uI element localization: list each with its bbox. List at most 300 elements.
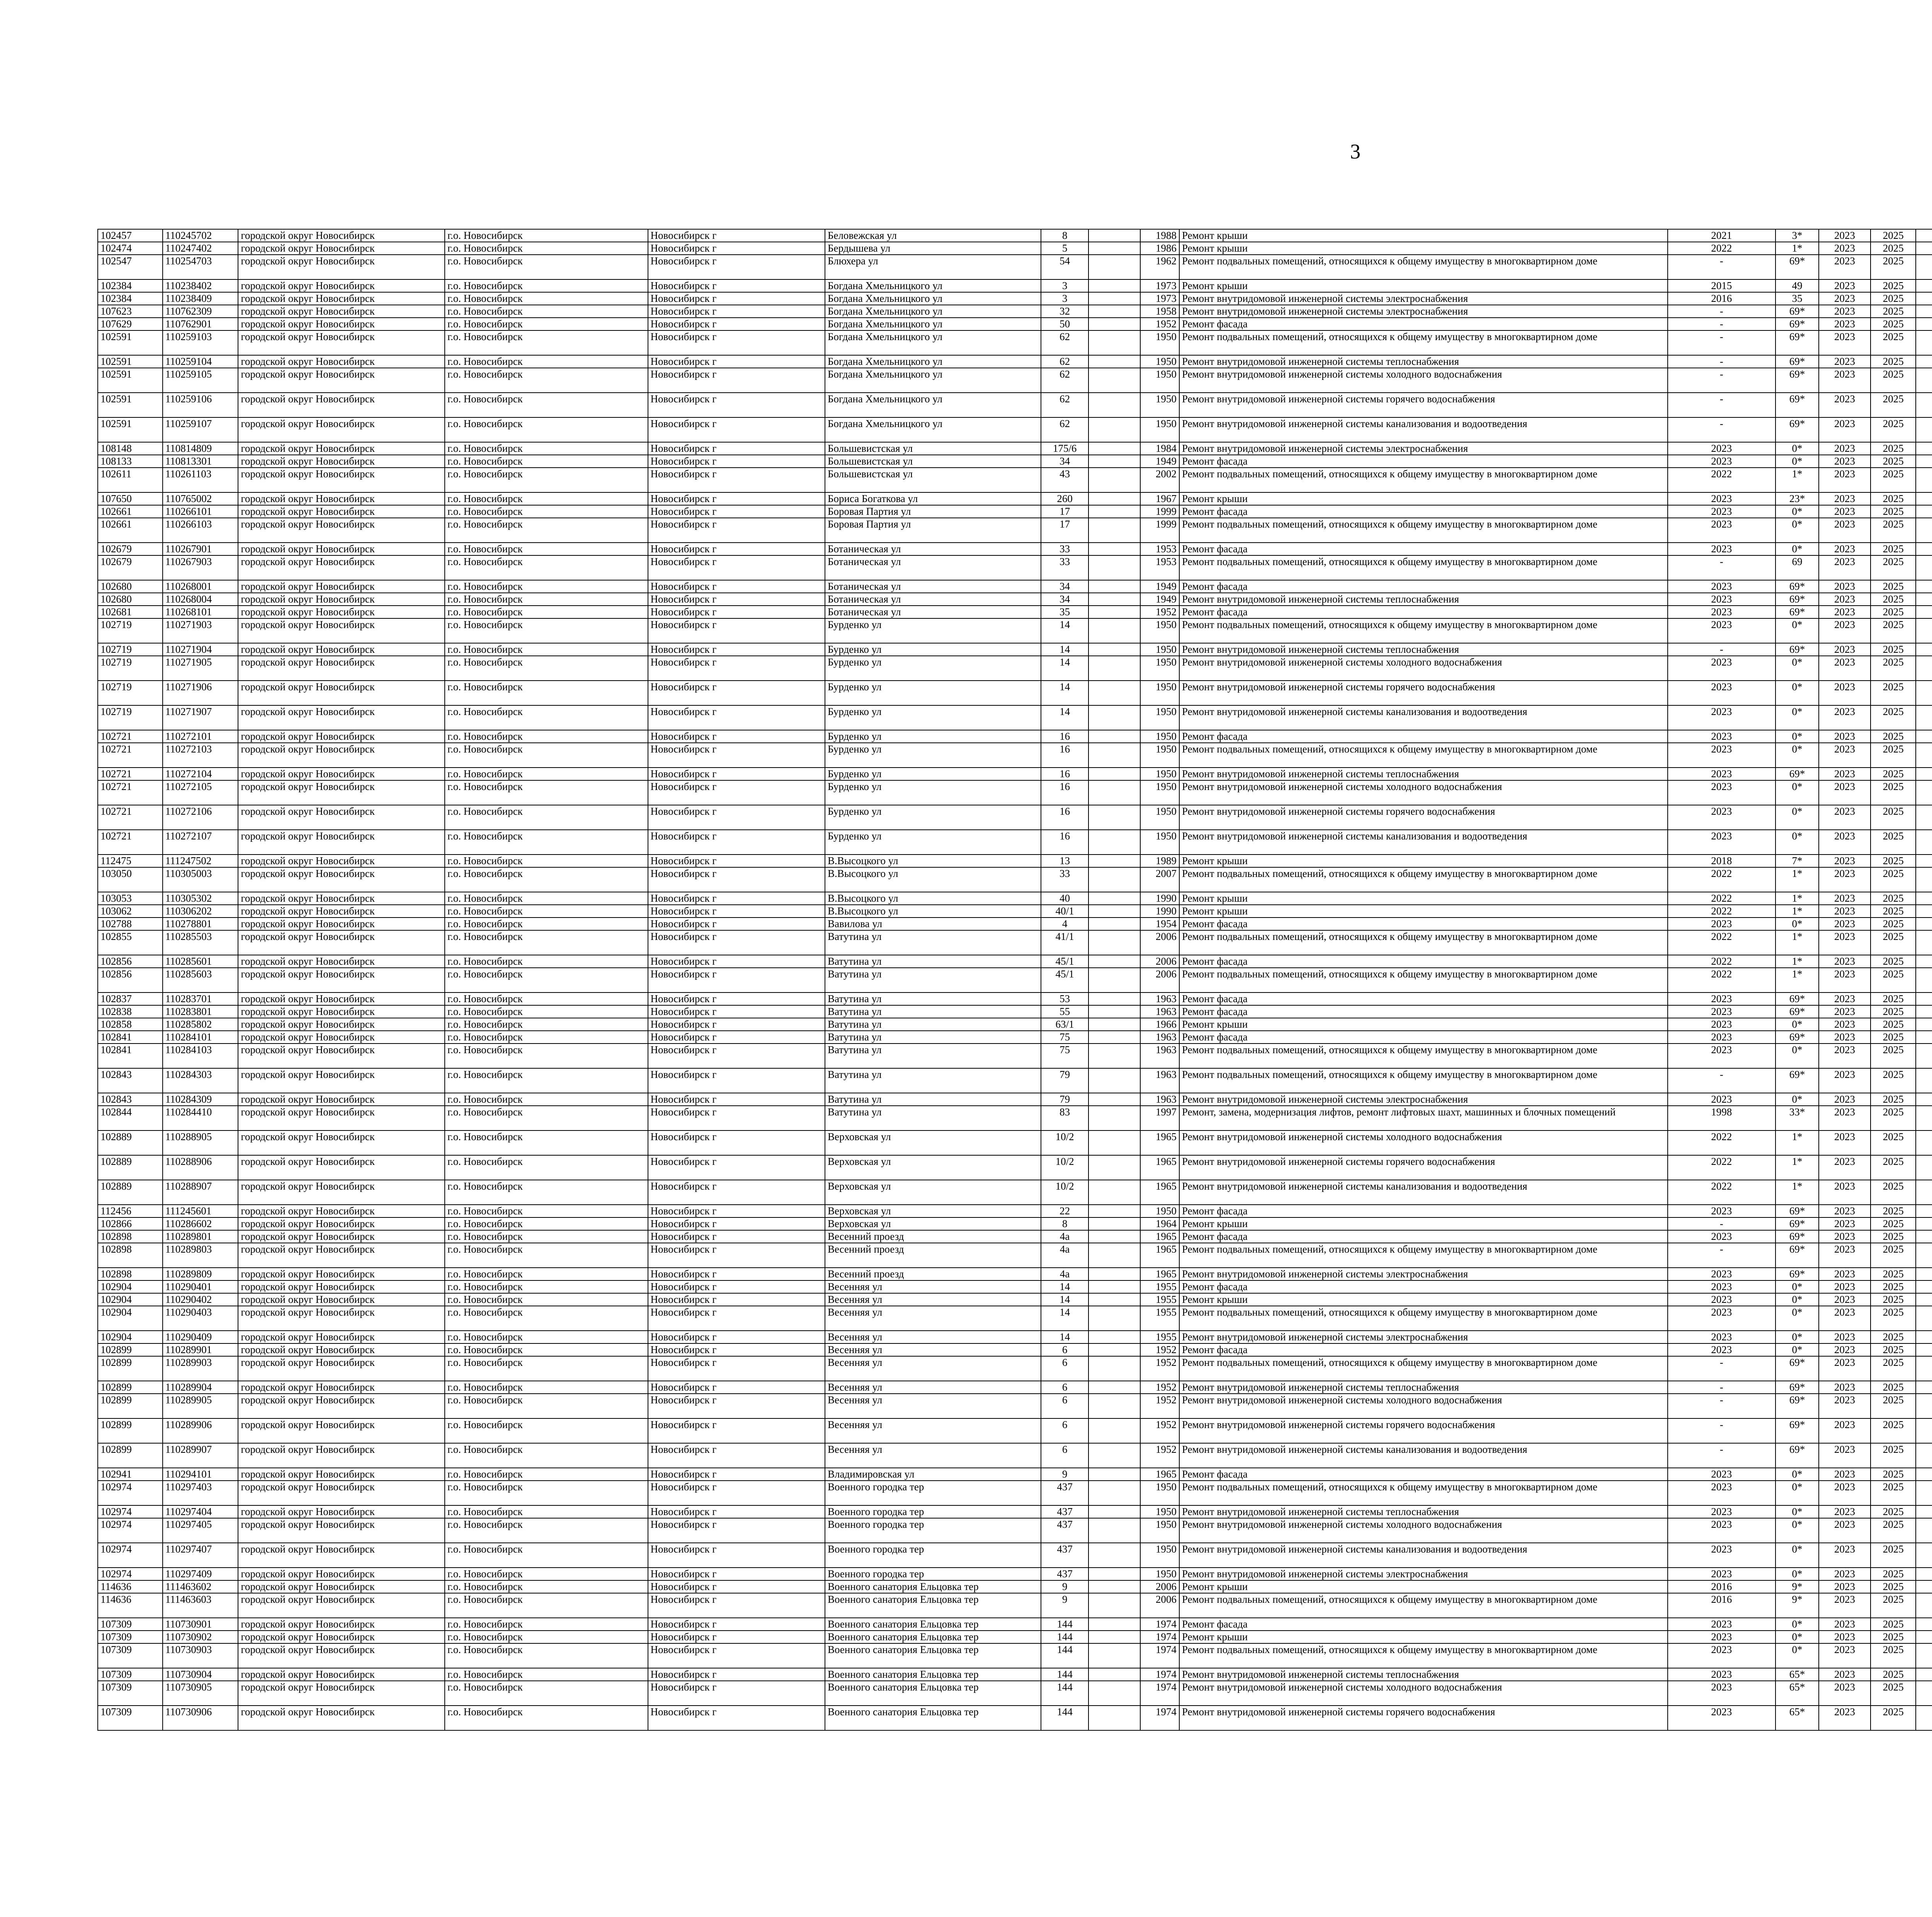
table-cell: Весенняя ул: [825, 1418, 1041, 1443]
table-cell: Большевистская ул: [825, 442, 1041, 455]
table-cell: 2025: [1871, 1543, 1916, 1568]
table-row: [98, 580, 1932, 593]
table-cell: 23*: [1776, 492, 1819, 505]
table-cell: Ремонт фасада: [1179, 1031, 1668, 1044]
table-cell: Новосибирск г: [648, 1381, 825, 1394]
table-cell: 2023: [1819, 955, 1871, 968]
table-cell: [1916, 1293, 1932, 1306]
table-cell: Ремонт внутридомовой инженерной системы канализования и водоотведения: [1179, 1443, 1668, 1468]
table-cell: 1965: [1140, 1468, 1179, 1481]
table-cell: 0*: [1776, 1093, 1819, 1106]
table-cell: [1088, 805, 1140, 830]
table-row: [98, 593, 1932, 606]
table-cell: 2018: [1668, 855, 1776, 867]
table-cell: 2022: [1668, 1180, 1776, 1205]
table-row: [98, 1205, 1932, 1217]
table-cell: [1916, 417, 1932, 442]
table-cell: Ремонт крыши: [1179, 1293, 1668, 1306]
table-cell: [1916, 1668, 1932, 1681]
table-cell: [1088, 1418, 1140, 1443]
table-cell: 2025: [1871, 1130, 1916, 1155]
table-row: [98, 1093, 1932, 1106]
table-cell: 0*: [1776, 1631, 1819, 1643]
table-cell: [1088, 768, 1140, 780]
table-cell: 7*: [1776, 855, 1819, 867]
table-cell: городской округ Новосибирск: [238, 1331, 445, 1343]
table-cell: 110271906: [163, 681, 238, 705]
table-cell: [1916, 1205, 1932, 1217]
table-cell: 110289906: [163, 1418, 238, 1443]
table-cell: Военного санатория Ельцовка тер: [825, 1631, 1041, 1643]
table-cell: г.о. Новосибирск: [445, 1230, 648, 1243]
table-cell: Ремонт крыши: [1179, 1018, 1668, 1031]
table-cell: В.Высоцкого ул: [825, 892, 1041, 905]
table-cell: Новосибирск г: [648, 1068, 825, 1093]
table-cell: Ремонт подвальных помещений, относящихся к общему имуществу в многоквартирном доме: [1179, 618, 1668, 643]
table-cell: городской округ Новосибирск: [238, 768, 445, 780]
table-cell: Ремонт фасада: [1179, 455, 1668, 468]
table-cell: 0*: [1776, 1518, 1819, 1543]
table-cell: 69*: [1776, 1443, 1819, 1468]
table-cell: 69*: [1776, 318, 1819, 330]
table-cell: городской округ Новосибирск: [238, 1018, 445, 1031]
table-cell: 2023: [1819, 593, 1871, 606]
table-cell: Военного городка тер: [825, 1481, 1041, 1505]
table-cell: [1916, 368, 1932, 393]
table-cell: городской округ Новосибирск: [238, 255, 445, 279]
table-cell: 1974: [1140, 1706, 1179, 1730]
table-cell: 2023: [1819, 830, 1871, 855]
table-cell: 62: [1041, 330, 1088, 355]
table-cell: городской округ Новосибирск: [238, 292, 445, 305]
table-cell: 1*: [1776, 1180, 1819, 1205]
table-cell: Верховская ул: [825, 1180, 1041, 1205]
table-row: [98, 1443, 1932, 1468]
table-cell: городской округ Новосибирск: [238, 1068, 445, 1093]
table-cell: Бурденко ул: [825, 830, 1041, 855]
table-cell: [1916, 455, 1932, 468]
table-cell: [1916, 305, 1932, 318]
table-cell: Новосибирск г: [648, 555, 825, 580]
table-cell: 2025: [1871, 681, 1916, 705]
table-cell: 102904: [98, 1293, 163, 1306]
table-cell: г.о. Новосибирск: [445, 905, 648, 918]
table-cell: 1950: [1140, 768, 1179, 780]
table-cell: -: [1668, 1068, 1776, 1093]
table-cell: 33: [1041, 543, 1088, 555]
table-cell: Ремонт внутридомовой инженерной системы холодного водоснабжения: [1179, 1394, 1668, 1418]
table-cell: 2023: [1668, 543, 1776, 555]
table-cell: 2025: [1871, 229, 1916, 242]
table-cell: 110284101: [163, 1031, 238, 1044]
table-cell: Новосибирск г: [648, 593, 825, 606]
table-cell: Большевистская ул: [825, 468, 1041, 492]
table-cell: Ремонт фасада: [1179, 580, 1668, 593]
table-cell: 1965: [1140, 1230, 1179, 1243]
table-cell: 2023: [1668, 730, 1776, 743]
table-cell: [1916, 705, 1932, 730]
table-cell: 2025: [1871, 555, 1916, 580]
table-cell: 1998: [1668, 1106, 1776, 1130]
table-cell: 110247402: [163, 242, 238, 255]
table-cell: [1088, 968, 1140, 993]
table-cell: Новосибирск г: [648, 1568, 825, 1580]
table-cell: 41/1: [1041, 930, 1088, 955]
table-cell: 2025: [1871, 1593, 1916, 1618]
table-cell: 2025: [1871, 1643, 1916, 1668]
table-cell: 102838: [98, 1005, 163, 1018]
table-cell: 1999: [1140, 518, 1179, 543]
table-cell: г.о. Новосибирск: [445, 1568, 648, 1580]
table-cell: 2023: [1819, 1631, 1871, 1643]
table-cell: Военного городка тер: [825, 1568, 1041, 1580]
table-cell: г.о. Новосибирск: [445, 730, 648, 743]
table-cell: 1950: [1140, 830, 1179, 855]
table-cell: 1973: [1140, 292, 1179, 305]
table-cell: Новосибирск г: [648, 1593, 825, 1618]
table-cell: 2006: [1140, 930, 1179, 955]
table-row: [98, 1593, 1932, 1618]
table-cell: городской округ Новосибирск: [238, 368, 445, 393]
table-cell: 9*: [1776, 1580, 1819, 1593]
table-cell: 110266103: [163, 518, 238, 543]
table-row: [98, 543, 1932, 555]
table-cell: 0*: [1776, 1618, 1819, 1631]
table-cell: городской округ Новосибирск: [238, 681, 445, 705]
table-cell: Ремонт фасада: [1179, 318, 1668, 330]
table-cell: 17: [1041, 505, 1088, 518]
table-cell: 2023: [1668, 993, 1776, 1005]
table-cell: 102681: [98, 606, 163, 618]
table-cell: [1916, 892, 1932, 905]
table-cell: 110271905: [163, 656, 238, 681]
table-cell: Новосибирск г: [648, 305, 825, 318]
table-cell: 69*: [1776, 1031, 1819, 1044]
table-cell: 62: [1041, 368, 1088, 393]
table-cell: 110289901: [163, 1343, 238, 1356]
table-cell: Новосибирск г: [648, 1481, 825, 1505]
table-cell: г.о. Новосибирск: [445, 292, 648, 305]
table-cell: 2006: [1140, 1593, 1179, 1618]
table-cell: г.о. Новосибирск: [445, 417, 648, 442]
table-cell: городской округ Новосибирск: [238, 455, 445, 468]
table-cell: 33: [1041, 867, 1088, 892]
table-row: [98, 1668, 1932, 1681]
table-cell: 2025: [1871, 1505, 1916, 1518]
table-cell: 4а: [1041, 1243, 1088, 1268]
table-cell: Ватутина ул: [825, 993, 1041, 1005]
table-cell: [1088, 1280, 1140, 1293]
table-cell: г.о. Новосибирск: [445, 368, 648, 393]
table-cell: 2023: [1668, 1044, 1776, 1068]
table-cell: 2023: [1819, 1217, 1871, 1230]
table-cell: городской округ Новосибирск: [238, 593, 445, 606]
table-cell: Новосибирск г: [648, 1268, 825, 1280]
table-cell: 2025: [1871, 505, 1916, 518]
table-cell: городской округ Новосибирск: [238, 955, 445, 968]
table-cell: 69*: [1776, 993, 1819, 1005]
table-cell: Ремонт крыши: [1179, 892, 1668, 905]
table-cell: 2025: [1871, 805, 1916, 830]
table-cell: 2023: [1819, 855, 1871, 867]
table-cell: [1088, 855, 1140, 867]
table-cell: [1088, 1018, 1140, 1031]
table-row: [98, 1631, 1932, 1643]
table-cell: [1916, 1356, 1932, 1381]
table-cell: 1950: [1140, 656, 1179, 681]
table-cell: 2025: [1871, 1155, 1916, 1180]
table-cell: 107650: [98, 492, 163, 505]
table-row: [98, 468, 1932, 492]
table-cell: Новосибирск г: [648, 606, 825, 618]
table-cell: 1950: [1140, 705, 1179, 730]
table-cell: 69*: [1776, 580, 1819, 593]
table-cell: 1949: [1140, 455, 1179, 468]
table-cell: 110290401: [163, 1280, 238, 1293]
table-cell: 75: [1041, 1044, 1088, 1068]
table-cell: Ватутина ул: [825, 968, 1041, 993]
table-cell: [1916, 229, 1932, 242]
table-cell: городской округ Новосибирск: [238, 417, 445, 442]
table-cell: Ремонт внутридомовой инженерной системы канализования и водоотведения: [1179, 830, 1668, 855]
table-cell: 69*: [1776, 593, 1819, 606]
table-cell: 33: [1041, 555, 1088, 580]
table-cell: [1088, 993, 1140, 1005]
table-cell: 1967: [1140, 492, 1179, 505]
table-cell: Ремонт внутридомовой инженерной системы горячего водоснабжения: [1179, 1155, 1668, 1180]
table-cell: 16: [1041, 805, 1088, 830]
table-cell: [1088, 1681, 1140, 1706]
table-cell: 6: [1041, 1443, 1088, 1468]
table-cell: [1916, 1618, 1932, 1631]
table-cell: 16: [1041, 743, 1088, 768]
table-cell: [1088, 1331, 1140, 1343]
table-cell: 83: [1041, 1106, 1088, 1130]
table-cell: 110290409: [163, 1331, 238, 1343]
table-cell: 2023: [1668, 1205, 1776, 1217]
table-cell: 2023: [1819, 656, 1871, 681]
table-cell: 2023: [1668, 681, 1776, 705]
table-cell: 2025: [1871, 905, 1916, 918]
table-cell: Новосибирск г: [648, 1230, 825, 1243]
table-cell: Новосибирск г: [648, 643, 825, 656]
table-cell: городской округ Новосибирск: [238, 1618, 445, 1631]
table-cell: 110271907: [163, 705, 238, 730]
table-cell: Новосибирск г: [648, 867, 825, 892]
table-cell: 2025: [1871, 867, 1916, 892]
table-cell: [1916, 468, 1932, 492]
table-cell: 2022: [1668, 892, 1776, 905]
table-cell: 2023: [1819, 1643, 1871, 1668]
table-cell: 2025: [1871, 1031, 1916, 1044]
table-cell: г.о. Новосибирск: [445, 1268, 648, 1280]
table-cell: г.о. Новосибирск: [445, 492, 648, 505]
table-row: [98, 730, 1932, 743]
table-cell: 102474: [98, 242, 163, 255]
table-cell: 2006: [1140, 1580, 1179, 1593]
table-cell: 437: [1041, 1505, 1088, 1518]
table-cell: 14: [1041, 643, 1088, 656]
table-cell: 2025: [1871, 1481, 1916, 1505]
table-cell: 2025: [1871, 1306, 1916, 1331]
table-cell: 1963: [1140, 1044, 1179, 1068]
table-cell: г.о. Новосибирск: [445, 993, 648, 1005]
table-cell: 75: [1041, 1031, 1088, 1044]
table-cell: 110284309: [163, 1093, 238, 1106]
table-cell: Ремонт фасада: [1179, 918, 1668, 930]
table-cell: [1088, 955, 1140, 968]
table-cell: г.о. Новосибирск: [445, 643, 648, 656]
table-cell: 1952: [1140, 1343, 1179, 1356]
table-cell: [1088, 468, 1140, 492]
table-cell: Бурденко ул: [825, 730, 1041, 743]
table-cell: 2025: [1871, 618, 1916, 643]
table-cell: 102719: [98, 681, 163, 705]
table-cell: 1963: [1140, 1093, 1179, 1106]
table-cell: 2023: [1819, 1356, 1871, 1381]
table-cell: [1916, 1518, 1932, 1543]
table-row: [98, 1580, 1932, 1593]
table-cell: 3: [1041, 279, 1088, 292]
table-cell: городской округ Новосибирск: [238, 355, 445, 368]
table-cell: г.о. Новосибирск: [445, 1643, 648, 1668]
table-cell: 2023: [1668, 580, 1776, 593]
table-cell: Бурденко ул: [825, 805, 1041, 830]
table-cell: 2025: [1871, 518, 1916, 543]
table-cell: Ремонт внутридомовой инженерной системы теплоснабжения: [1179, 1381, 1668, 1394]
table-row: [98, 1643, 1932, 1668]
table-cell: Ремонт подвальных помещений, относящихся к общему имуществу в многоквартирном доме: [1179, 555, 1668, 580]
table-cell: Новосибирск г: [648, 905, 825, 918]
table-cell: 13: [1041, 855, 1088, 867]
table-cell: 6: [1041, 1394, 1088, 1418]
table-cell: 1965: [1140, 1268, 1179, 1280]
table-cell: 2023: [1819, 1180, 1871, 1205]
table-row: [98, 681, 1932, 705]
table-row: [98, 1568, 1932, 1580]
table-cell: [1916, 242, 1932, 255]
table-cell: 1*: [1776, 930, 1819, 955]
table-row: [98, 1356, 1932, 1381]
table-cell: 1952: [1140, 318, 1179, 330]
table-cell: 2025: [1871, 1106, 1916, 1130]
table-cell: [1916, 255, 1932, 279]
table-row: [98, 1706, 1932, 1730]
table-cell: 110765002: [163, 492, 238, 505]
table-cell: 2023: [1819, 1044, 1871, 1068]
table-cell: 102974: [98, 1518, 163, 1543]
table-row: [98, 1031, 1932, 1044]
table-cell: [1916, 1468, 1932, 1481]
table-cell: г.о. Новосибирск: [445, 867, 648, 892]
table-cell: 1950: [1140, 681, 1179, 705]
table-row: [98, 743, 1932, 768]
table-cell: 1*: [1776, 968, 1819, 993]
table-cell: 9*: [1776, 1593, 1819, 1618]
table-cell: [1088, 1068, 1140, 1093]
table-cell: 1965: [1140, 1155, 1179, 1180]
table-row: [98, 1543, 1932, 1568]
table-cell: г.о. Новосибирск: [445, 606, 648, 618]
table-cell: 102899: [98, 1443, 163, 1468]
table-cell: 2023: [1819, 1568, 1871, 1580]
table-cell: Ремонт подвальных помещений, относящихся к общему имуществу в многоквартирном доме: [1179, 968, 1668, 993]
table-cell: 0*: [1776, 1343, 1819, 1356]
table-cell: 0*: [1776, 505, 1819, 518]
table-cell: 102721: [98, 805, 163, 830]
table-cell: г.о. Новосибирск: [445, 1681, 648, 1706]
table-cell: Новосибирск г: [648, 1155, 825, 1180]
table-cell: [1088, 1243, 1140, 1268]
table-cell: 79: [1041, 1093, 1088, 1106]
table-cell: Богдана Хмельницкого ул: [825, 279, 1041, 292]
table-cell: г.о. Новосибирск: [445, 1356, 648, 1381]
table-cell: городской округ Новосибирск: [238, 643, 445, 656]
table-cell: городской округ Новосибирск: [238, 1418, 445, 1443]
table-cell: [1916, 1593, 1932, 1618]
table-cell: 2025: [1871, 492, 1916, 505]
table-cell: [1916, 1155, 1932, 1180]
table-cell: 102591: [98, 355, 163, 368]
table-cell: 1950: [1140, 1205, 1179, 1217]
table-cell: Ремонт фасада: [1179, 993, 1668, 1005]
table-cell: Ремонт внутридомовой инженерной системы теплоснабжения: [1179, 593, 1668, 606]
table-cell: городской округ Новосибирск: [238, 1280, 445, 1293]
table-cell: -: [1668, 255, 1776, 279]
table-cell: 1963: [1140, 1031, 1179, 1044]
table-cell: Военного санатория Ельцовка тер: [825, 1706, 1041, 1730]
table-cell: 1950: [1140, 643, 1179, 656]
table-cell: [1088, 242, 1140, 255]
table-cell: городской округ Новосибирск: [238, 1217, 445, 1230]
table-cell: 110272103: [163, 743, 238, 768]
table-cell: 1952: [1140, 606, 1179, 618]
table-cell: Ботаническая ул: [825, 593, 1041, 606]
table-cell: 0*: [1776, 1568, 1819, 1580]
table-cell: 2025: [1871, 993, 1916, 1005]
table-cell: Новосибирск г: [648, 892, 825, 905]
table-cell: Ремонт внутридомовой инженерной системы канализования и водоотведения: [1179, 417, 1668, 442]
table-cell: 102898: [98, 1268, 163, 1280]
table-cell: 35: [1041, 606, 1088, 618]
table-cell: 2023: [1819, 618, 1871, 643]
table-row: [98, 1230, 1932, 1243]
table-cell: 2023: [1668, 1681, 1776, 1706]
table-cell: 4а: [1041, 1268, 1088, 1280]
table-cell: Новосибирск г: [648, 1356, 825, 1381]
table-cell: г.о. Новосибирск: [445, 1394, 648, 1418]
table-cell: 69*: [1776, 355, 1819, 368]
table-cell: г.о. Новосибирск: [445, 1343, 648, 1356]
table-cell: городской округ Новосибирск: [238, 1681, 445, 1706]
table-cell: городской округ Новосибирск: [238, 1293, 445, 1306]
table-cell: 65*: [1776, 1706, 1819, 1730]
table-cell: городской округ Новосибирск: [238, 892, 445, 905]
table-cell: Бурденко ул: [825, 618, 1041, 643]
table-cell: г.о. Новосибирск: [445, 1293, 648, 1306]
table-cell: Бурденко ул: [825, 681, 1041, 705]
table-cell: 45/1: [1041, 968, 1088, 993]
table-cell: 2023: [1668, 618, 1776, 643]
table-cell: 110283701: [163, 993, 238, 1005]
table-cell: городской округ Новосибирск: [238, 656, 445, 681]
table-cell: Ватутина ул: [825, 1005, 1041, 1018]
table-cell: 110289905: [163, 1394, 238, 1418]
table-cell: городской округ Новосибирск: [238, 968, 445, 993]
table-cell: 35: [1776, 292, 1819, 305]
table-cell: г.о. Новосибирск: [445, 305, 648, 318]
table-cell: 22: [1041, 1205, 1088, 1217]
